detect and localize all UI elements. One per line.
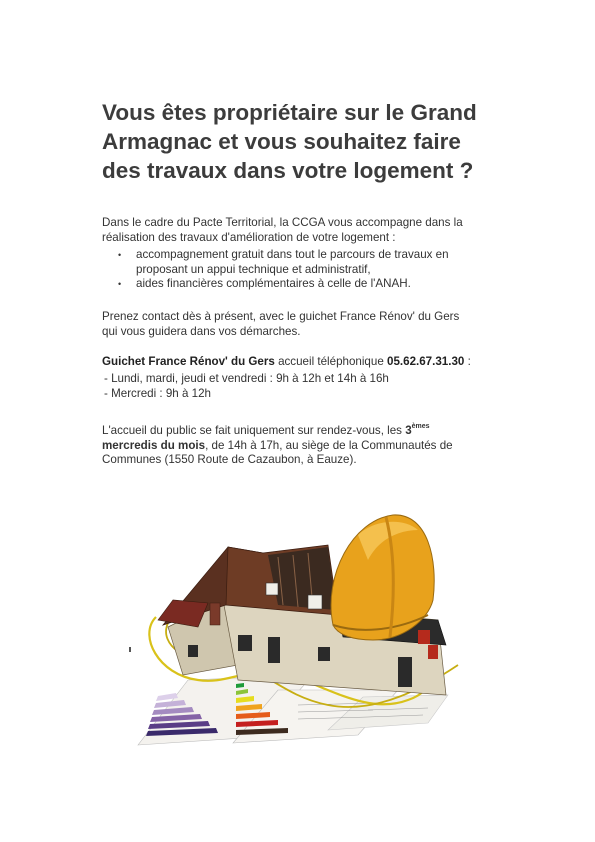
phone-number: 05.62.67.31.30: [387, 355, 465, 368]
guichet-label: accueil téléphonique: [274, 355, 387, 368]
intro-paragraph: [102, 216, 542, 245]
accueil-ordinal-suffix: èmes: [411, 423, 430, 430]
bullet-line: aides financières complémentaires à celle de l'ANAH.: [136, 277, 411, 291]
hours-line: - Mercredi : 9h à 12h: [104, 386, 211, 400]
guichet-name: Guichet France Rénov' du Gers: [102, 355, 275, 368]
hard-hat-icon: [331, 515, 434, 640]
contact-line: qui vous guidera dans vos démarches.: [102, 324, 301, 338]
title-line: des travaux dans votre logement ?: [102, 158, 474, 183]
contact-paragraph: [102, 310, 542, 339]
accueil-address: Communes (1550 Route de Cazaubon, à Eauze).: [102, 453, 357, 467]
contact-line: Prenez contact dès à présent, avec le guichet France Rénov' du Gers: [102, 310, 460, 323]
list-item: [118, 277, 558, 292]
house-renovation-illustration: [128, 505, 478, 750]
intro-line: Dans le cadre du Pacte Territorial, la CCGA vous accompagne dans la: [102, 216, 463, 229]
list-item: [118, 248, 558, 277]
title-line: Armagnac et vous souhaitez faire: [102, 129, 461, 154]
intro-line: réalisation des travaux d'amélioration de votre logement :: [102, 230, 396, 244]
hours-line: - Lundi, mardi, jeudi et vendredi : 9h à 12h et 14h à 16h: [104, 372, 389, 385]
page-title: [102, 98, 542, 185]
opening-hours: [104, 372, 544, 401]
accueil-paragraph: [102, 420, 542, 468]
bullet-line: accompagnement gratuit dans tout le parcours de travaux en: [136, 248, 449, 261]
accueil-ordinal: 3: [405, 424, 412, 437]
bullet-icon: •: [118, 279, 122, 290]
bullet-icon: •: [118, 250, 122, 260]
accueil-days: mercredis du mois: [102, 438, 206, 452]
accueil-text: L'accueil du public se fait uniquement sur rendez-vous, les: [102, 424, 406, 437]
guichet-suffix: :: [464, 355, 471, 368]
title-line: Vous êtes propriétaire sur le Grand: [102, 100, 477, 125]
accueil-text: , de 14h à 17h, au siège de la Communautés de: [205, 438, 453, 452]
bullet-list: [118, 248, 558, 292]
guichet-line: [102, 355, 542, 370]
bullet-line: proposant un appui technique et administratif,: [136, 262, 371, 276]
